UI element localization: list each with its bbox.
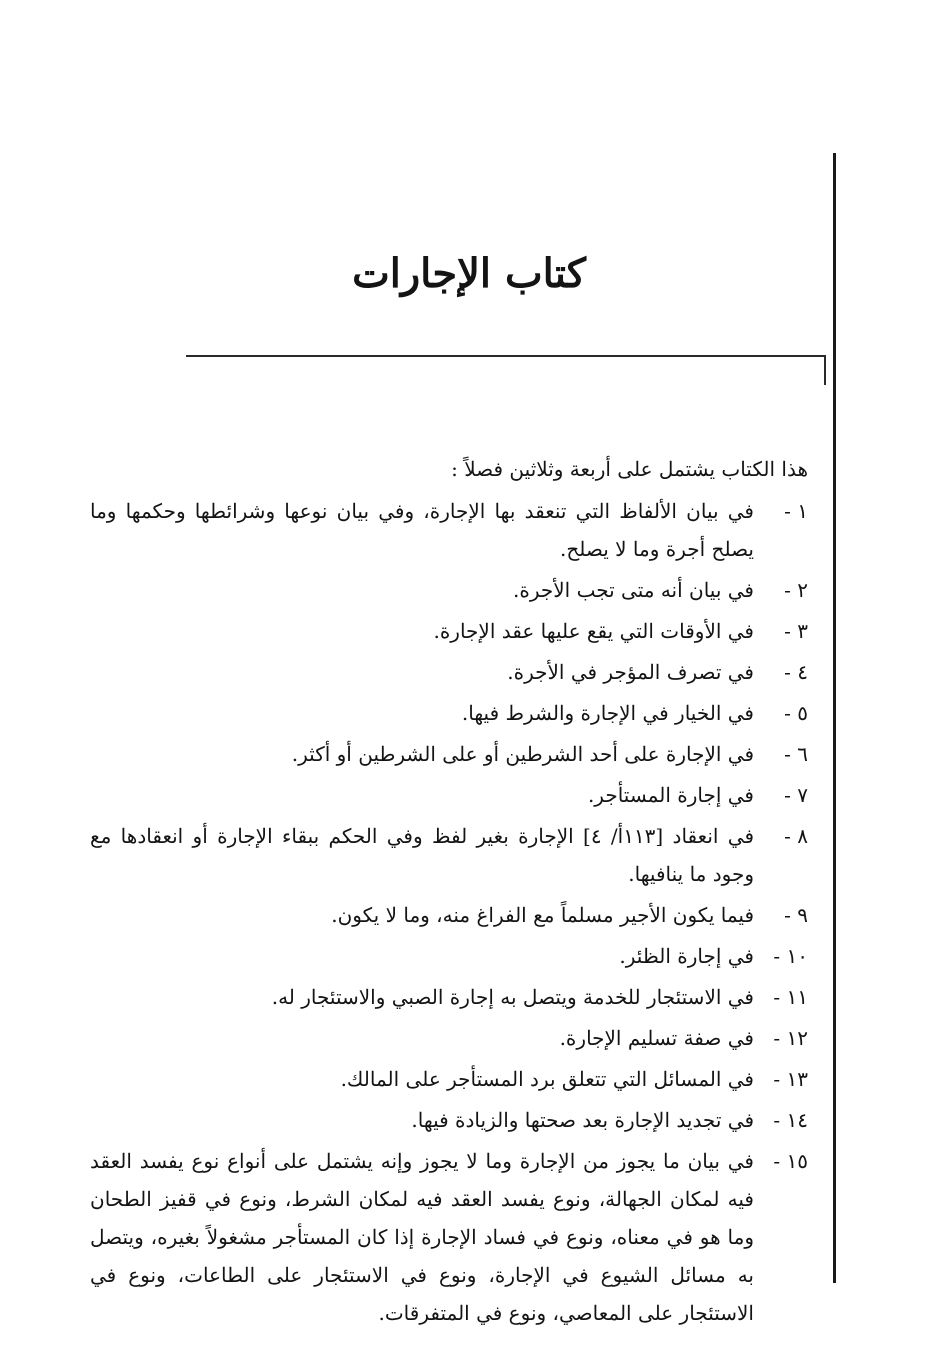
chapter-text: في صفة تسليم الإجارة. xyxy=(559,1026,754,1050)
chapter-number: ٨ - xyxy=(784,824,808,848)
chapter-item xyxy=(90,571,808,609)
chapter-item xyxy=(90,776,808,814)
chapter-text: في المسائل التي تتعلق برد المستأجر على المالك. xyxy=(340,1067,754,1091)
chapter-item xyxy=(90,653,808,691)
chapter-text: فيما يكون الأجير مسلماً مع الفراغ منه، وما لا يكون. xyxy=(331,903,754,927)
chapter-number: ١٢ - xyxy=(773,1026,808,1050)
chapter-item xyxy=(90,1142,808,1332)
divider-corner xyxy=(824,355,826,385)
chapter-item xyxy=(90,817,808,893)
chapter-list xyxy=(90,492,808,1332)
chapter-number: ٤ - xyxy=(784,660,808,684)
chapter-item xyxy=(90,735,808,773)
chapter-listing xyxy=(90,450,808,1335)
chapter-item xyxy=(90,612,808,650)
chapter-item xyxy=(90,1060,808,1098)
chapter-item xyxy=(90,694,808,732)
chapter-item xyxy=(90,1019,808,1057)
title-divider xyxy=(186,355,826,357)
chapter-number: ١٤ - xyxy=(773,1108,808,1132)
chapter-number: ٣ - xyxy=(784,619,808,643)
chapter-number: ٩ - xyxy=(784,903,808,927)
chapter-number: ٧ - xyxy=(784,783,808,807)
chapter-text: في الأوقات التي يقع عليها عقد الإجارة. xyxy=(433,619,754,643)
chapter-number: ١ - xyxy=(784,499,808,523)
page-title: كتاب الإجارات xyxy=(352,250,586,297)
chapter-number: ١٣ - xyxy=(773,1067,808,1091)
chapter-number: ٦ - xyxy=(784,742,808,766)
chapter-text: في الإجارة على أحد الشرطين أو على الشرطين أو أكثر. xyxy=(291,742,754,766)
chapter-number: ٢ - xyxy=(784,578,808,602)
chapter-text: في بيان ما يجوز من الإجارة وما لا يجوز وإنه يشتمل على أنواع نوع يفسد العقد فيه لمكان الجهالة، ونوع يفسد العقد فيه لمكان الشرط، ونوع في قفيز الطحان وما هو في معناه، ونوع في فساد الإجارة إذا كان المستأجر مشغولاً بغيره، ويتصل به مسائل الشيوع في الإجارة، ونوع في الاستئجار على الطاعات، ونوع في الاستئجار على المعاصي، ونوع في المتفرقات. xyxy=(90,1149,754,1325)
intro-paragraph: هذا الكتاب يشتمل على أربعة وثلاثين فصلاً : xyxy=(451,457,808,481)
chapter-item xyxy=(90,492,808,568)
chapter-item xyxy=(90,978,808,1016)
chapter-number: ١١ - xyxy=(773,985,808,1009)
chapter-number: ١٠ - xyxy=(773,944,808,968)
margin-rule xyxy=(833,153,836,1283)
chapter-item xyxy=(90,937,808,975)
chapter-text: في الخيار في الإجارة والشرط فيها. xyxy=(461,701,754,725)
chapter-item xyxy=(90,896,808,934)
chapter-number: ١٥ - xyxy=(773,1149,808,1173)
chapter-number: ٥ - xyxy=(784,701,808,725)
chapter-text: في الاستئجار للخدمة ويتصل به إجارة الصبي والاستئجار له. xyxy=(271,985,754,1009)
chapter-item xyxy=(90,1101,808,1139)
chapter-text: في إجارة المستأجر. xyxy=(587,783,754,807)
chapter-text: في انعقاد [١١٣أ/ ٤] الإجارة بغير لفظ وفي الحكم ببقاء الإجارة أو انعقادها مع وجود ما ينافيها. xyxy=(90,824,755,886)
chapter-text: في بيان الألفاظ التي تنعقد بها الإجارة، وفي بيان نوعها وشرائطها وحكمها وما يصلح أجرة وما لا يصلح. xyxy=(90,499,754,561)
chapter-text: في إجارة الظئر. xyxy=(619,944,754,968)
chapter-text: في تصرف المؤجر في الأجرة. xyxy=(507,660,754,684)
chapter-text: في تجديد الإجارة بعد صحتها والزيادة فيها. xyxy=(411,1108,754,1132)
chapter-text: في بيان أنه متى تجب الأجرة. xyxy=(513,578,754,602)
